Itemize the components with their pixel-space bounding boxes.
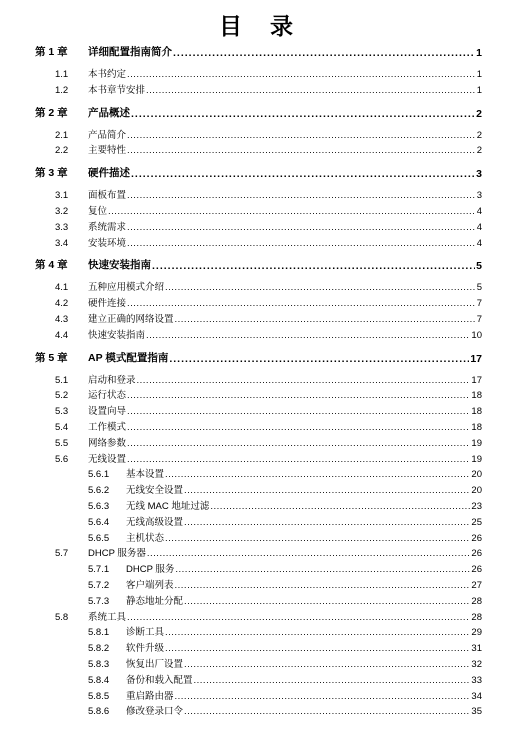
toc-entry-line <box>88 235 482 249</box>
toc-entry-line <box>88 44 482 59</box>
toc-entry-sub[interactable] <box>0 689 522 702</box>
toc-entry-line <box>88 435 482 449</box>
toc-entry-ch[interactable] <box>0 105 522 120</box>
toc-entry-page-number: 28 <box>471 611 482 623</box>
toc-entry-title: 重启路由器 <box>126 690 174 702</box>
dot-leader <box>165 627 470 638</box>
dot-leader <box>127 406 470 417</box>
toc-entry-line <box>126 640 482 654</box>
toc-entry-line <box>126 672 482 686</box>
toc-entry-ch[interactable] <box>0 165 522 180</box>
toc-entry-line <box>88 545 482 559</box>
toc-entry-sec[interactable] <box>0 436 522 449</box>
toc-entry-page-number: 26 <box>471 548 482 560</box>
toc-entry-number: 4.1 <box>55 282 69 294</box>
toc-entry-title: 详细配置指南简介 <box>88 46 172 58</box>
toc-entry-sec[interactable] <box>0 546 522 559</box>
toc-entry-sub[interactable] <box>0 625 522 638</box>
toc-entry-ch[interactable] <box>0 257 522 272</box>
dot-leader <box>127 612 470 623</box>
toc-entry-title: 复位 <box>88 206 108 217</box>
toc-entry-line <box>126 577 482 591</box>
dot-leader <box>169 353 469 365</box>
toc-entry-line <box>88 372 482 386</box>
dot-leader <box>152 260 475 272</box>
toc-entry-sec[interactable] <box>0 143 522 156</box>
toc-entry-number: 第 4 章 <box>35 259 68 272</box>
toc-entry-page-number: 31 <box>471 643 482 655</box>
toc-entry-sec[interactable] <box>0 610 522 623</box>
toc-entry-title: 软件升级 <box>126 643 165 655</box>
dot-leader <box>175 564 470 575</box>
toc-entry-title: AP 模式配置指南 <box>88 351 169 364</box>
toc-entry-title: 建立正确的网络设置 <box>88 314 174 325</box>
toc-entry-sec[interactable] <box>0 312 522 325</box>
toc-entry-page-number: 20 <box>471 469 482 481</box>
toc-entry-title: 无线 MAC 地址过滤 <box>126 501 210 512</box>
toc-entry-number: 5.7 <box>55 548 69 560</box>
toc-entry-title: 产品简介 <box>88 129 127 141</box>
toc-entry-sub[interactable] <box>0 499 522 512</box>
toc-entry-number: 5.6.2 <box>88 485 110 497</box>
toc-entry-number: 5.7.3 <box>88 595 110 607</box>
toc-entry-number: 5.8.6 <box>88 706 110 718</box>
toc-entry-sub[interactable] <box>0 483 522 496</box>
toc-entry-number: 3.4 <box>55 237 69 249</box>
toc-entry-number: 1.1 <box>55 69 69 80</box>
toc-entry-line <box>88 350 482 365</box>
toc-entry-line <box>88 403 482 417</box>
toc-entry-number: 第 3 章 <box>35 167 68 180</box>
toc-entry-sec[interactable] <box>0 236 522 249</box>
toc-entry-page-number: 23 <box>471 501 482 512</box>
dot-leader <box>165 643 470 654</box>
toc-entry-page-number: 2 <box>476 107 482 120</box>
toc-entry-line <box>88 451 482 465</box>
toc-entry-page-number: 10 <box>471 329 482 341</box>
toc-entry-title: 硬件描述 <box>88 167 130 180</box>
toc-entry-title: 安装环境 <box>88 237 127 249</box>
toc-entry-page-number: 1 <box>476 84 482 96</box>
dot-leader <box>108 206 476 217</box>
toc-entry-number: 3.3 <box>55 221 69 233</box>
toc-entry-page-number: 19 <box>471 437 482 449</box>
toc-entry-page-number: 18 <box>471 390 482 402</box>
toc-entry-number: 5.8 <box>55 611 69 623</box>
toc-entry-sec[interactable] <box>0 452 522 465</box>
toc-entry-number: 5.8.4 <box>88 674 110 686</box>
toc-entry-number: 5.4 <box>55 422 69 433</box>
toc-entry-page-number: 25 <box>471 516 482 528</box>
toc-entry-page-number: 5 <box>476 282 482 294</box>
toc-entry-sub[interactable] <box>0 673 522 686</box>
page-title: 目 录 <box>218 14 303 40</box>
toc-entry-title: 静态地址分配 <box>126 595 184 607</box>
toc-entry-page-number: 2 <box>476 145 482 157</box>
toc-entry-line <box>126 688 482 702</box>
toc-entry-title: 恢复出厂设置 <box>126 659 184 670</box>
dot-leader <box>184 596 470 607</box>
toc-entry-page-number: 34 <box>471 690 482 702</box>
dot-leader <box>210 501 470 512</box>
toc-entry-number: 5.8.3 <box>88 659 110 670</box>
toc-entry-page-number: 1 <box>476 69 482 80</box>
toc-entry-title: 诊断工具 <box>126 627 165 639</box>
toc-entry-sec[interactable] <box>0 188 522 201</box>
dot-leader <box>175 580 471 591</box>
toc-entry-line <box>126 498 482 512</box>
toc-entry-page-number: 20 <box>471 485 482 497</box>
toc-entry-line <box>88 609 482 623</box>
toc-entry-line <box>126 561 482 575</box>
toc-entry-sec[interactable] <box>0 220 522 233</box>
toc-entry-title: 网络参数 <box>88 437 127 449</box>
toc-entry-page-number: 4 <box>476 206 482 217</box>
toc-entry-line <box>88 142 482 156</box>
toc-entry-line <box>88 127 482 141</box>
toc-entry-number: 5.5 <box>55 437 69 449</box>
toc-entry-line <box>88 105 482 120</box>
toc-entry-number: 2.1 <box>55 129 69 141</box>
toc-entry-page-number: 17 <box>471 374 482 386</box>
toc-entry-line <box>88 257 482 272</box>
dot-leader <box>184 485 470 496</box>
toc-entry-number: 4.2 <box>55 298 69 310</box>
toc-entry-number: 5.6.3 <box>88 501 110 512</box>
dot-leader <box>127 222 476 233</box>
toc-entry-title: 五种应用模式介绍 <box>88 282 165 294</box>
toc-entry-sec[interactable] <box>0 328 522 341</box>
toc-entry-number: 5.1 <box>55 374 69 386</box>
toc-entry-title: 设置向导 <box>88 406 127 418</box>
toc-entry-sec[interactable] <box>0 280 522 293</box>
toc-entry-sub[interactable] <box>0 562 522 575</box>
toc-entry-sec[interactable] <box>0 373 522 386</box>
toc-entry-title: 快速安装指南 <box>88 329 146 341</box>
dot-leader <box>127 190 476 201</box>
toc-entry-sub[interactable] <box>0 531 522 544</box>
dot-leader <box>127 238 476 249</box>
toc-entry-ch[interactable] <box>0 44 522 59</box>
toc-entry-line <box>88 311 482 325</box>
toc-entry-number: 5.6.5 <box>88 532 110 544</box>
toc-entry-page-number: 26 <box>471 532 482 544</box>
toc-entry-line <box>126 514 482 528</box>
toc-entry-number: 4.4 <box>55 329 69 341</box>
dot-leader <box>131 168 475 180</box>
dot-leader <box>184 659 470 670</box>
toc-entry-number: 5.7.1 <box>88 564 110 576</box>
dot-leader <box>147 548 471 559</box>
toc-entry-page-number: 4 <box>476 237 482 249</box>
toc-entry-sub[interactable] <box>0 704 522 717</box>
dot-leader <box>146 330 470 341</box>
toc-entry-number: 5.8.2 <box>88 643 110 655</box>
toc-entry-number: 5.6.1 <box>88 469 110 481</box>
dot-leader <box>127 422 470 433</box>
toc-entry-title: DHCP 服务器 <box>88 548 146 560</box>
toc-entry-title: 工作模式 <box>88 422 127 433</box>
toc-entry-title: 主机状态 <box>126 532 165 544</box>
toc-entry-page-number: 18 <box>471 422 482 433</box>
dot-leader <box>173 47 475 59</box>
toc-entry-title: 启动和登录 <box>88 374 136 386</box>
toc-entry-page-number: 32 <box>471 659 482 670</box>
toc-entry-line <box>88 219 482 233</box>
toc-entry-page-number: 29 <box>471 627 482 639</box>
toc-entry-ch[interactable] <box>0 350 522 365</box>
toc-entry-page-number: 33 <box>471 674 482 686</box>
toc-entry-number: 2.2 <box>55 145 69 157</box>
toc-entry-title: 无线设置 <box>88 453 127 465</box>
toc-entry-page-number: 7 <box>476 314 482 325</box>
dot-leader <box>127 454 470 465</box>
toc-entry-sec[interactable] <box>0 128 522 141</box>
toc-entry-line <box>126 466 482 480</box>
toc-entry-page-number: 35 <box>471 706 482 718</box>
toc-entry-line <box>88 187 482 201</box>
toc-entry-line <box>88 203 482 217</box>
dot-leader <box>146 85 476 96</box>
toc-entry-page-number: 26 <box>471 564 482 576</box>
dot-leader <box>165 282 476 293</box>
toc-entry-page-number: 5 <box>476 260 482 273</box>
toc-entry-page-number: 7 <box>476 298 482 310</box>
toc-entry-title: 面板布置 <box>88 190 127 202</box>
toc-entry-sec[interactable] <box>0 420 522 433</box>
toc-entry-line <box>126 624 482 638</box>
toc-entry-number: 5.6.4 <box>88 516 110 528</box>
toc-entry-line <box>126 656 482 670</box>
toc-entry-line <box>126 593 482 607</box>
toc-entry-title: 产品概述 <box>88 106 130 119</box>
toc-entry-number: 5.8.1 <box>88 627 110 639</box>
toc-entry-sub[interactable] <box>0 578 522 591</box>
toc-entry-title: DHCP 服务 <box>126 564 175 576</box>
toc-entry-title: 运行状态 <box>88 390 127 402</box>
toc-entry-title: 主要特性 <box>88 145 127 157</box>
toc-entry-title: 快速安装指南 <box>88 259 151 272</box>
toc-entry-number: 第 1 章 <box>35 46 68 58</box>
dot-leader <box>165 533 470 544</box>
toc-entry-number: 5.6 <box>55 453 69 465</box>
toc-entry-sec[interactable] <box>0 404 522 417</box>
toc-entry-sub[interactable] <box>0 515 522 528</box>
dot-leader <box>194 675 471 686</box>
toc-entry-title: 修改登录口令 <box>126 706 184 718</box>
toc-entry-sub[interactable] <box>0 641 522 654</box>
dot-leader <box>184 517 470 528</box>
toc-entry-sec[interactable] <box>0 388 522 401</box>
dot-leader <box>127 145 476 156</box>
toc-entry-title: 硬件连接 <box>88 298 127 310</box>
toc-entry-sub[interactable] <box>0 594 522 607</box>
toc-entry-title: 基本设置 <box>126 469 165 481</box>
dot-leader <box>131 108 475 120</box>
toc-entry-title: 本书约定 <box>88 69 127 80</box>
toc-entry-line <box>88 327 482 341</box>
toc-entry-sub[interactable] <box>0 657 522 670</box>
toc-entry-page-number: 4 <box>476 221 482 233</box>
toc-entry-sub[interactable] <box>0 467 522 480</box>
toc-entry-title: 客户端列表 <box>126 580 174 591</box>
toc-entry-number: 第 2 章 <box>35 106 68 119</box>
toc-entry-line <box>126 482 482 496</box>
toc-entry-page-number: 17 <box>470 352 482 365</box>
toc-entry-page-number: 28 <box>471 595 482 607</box>
toc-entry-sec[interactable] <box>0 67 522 80</box>
toc-entry-page-number: 3 <box>476 190 482 202</box>
dot-leader <box>175 691 471 702</box>
toc-entry-title: 本书章节安排 <box>88 84 146 96</box>
toc-entry-number: 1.2 <box>55 84 69 96</box>
toc-entry-number: 5.3 <box>55 406 69 418</box>
toc-entry-number: 5.8.5 <box>88 690 110 702</box>
toc-entry-line <box>126 703 482 717</box>
toc-entry-title: 系统需求 <box>88 221 127 233</box>
toc-entry-page-number: 2 <box>476 129 482 141</box>
toc-entry-line <box>88 295 482 309</box>
dot-leader <box>127 298 476 309</box>
toc-entry-sec[interactable] <box>0 204 522 217</box>
toc-entry-page-number: 19 <box>471 453 482 465</box>
toc-entry-sec[interactable] <box>0 83 522 96</box>
toc-entry-title: 系统工具 <box>88 611 127 623</box>
dot-leader <box>165 469 470 480</box>
toc-entry-line <box>88 419 482 433</box>
toc-entry-line <box>88 279 482 293</box>
toc-entry-title: 备份和载入配置 <box>126 674 193 686</box>
dot-leader <box>127 438 470 449</box>
toc-entry-number: 5.7.2 <box>88 580 110 591</box>
dot-leader <box>127 69 476 80</box>
toc-entry-page-number: 18 <box>471 406 482 418</box>
toc-entry-number: 3.1 <box>55 190 69 202</box>
toc-entry-page-number: 1 <box>476 47 482 59</box>
toc-entry-page-number: 3 <box>476 168 482 181</box>
toc-entry-page-number: 27 <box>471 580 482 591</box>
dot-leader <box>184 706 470 717</box>
toc-entry-number: 第 5 章 <box>35 351 68 364</box>
toc-entry-line <box>88 82 482 96</box>
toc-entry-line <box>88 66 482 80</box>
toc-entry-line <box>88 165 482 180</box>
toc-entry-number: 4.3 <box>55 314 69 325</box>
toc-entry-number: 5.2 <box>55 390 69 402</box>
dot-leader <box>137 375 471 386</box>
toc-entry-line <box>126 530 482 544</box>
dot-leader <box>127 390 470 401</box>
toc-entry-title: 无线高级设置 <box>126 516 184 528</box>
toc-entry-line <box>88 387 482 401</box>
dot-leader <box>175 314 476 325</box>
toc-entry-number: 3.2 <box>55 206 69 217</box>
dot-leader <box>127 130 476 141</box>
toc-entry-title: 无线安全设置 <box>126 485 184 497</box>
toc-entry-sec[interactable] <box>0 296 522 309</box>
